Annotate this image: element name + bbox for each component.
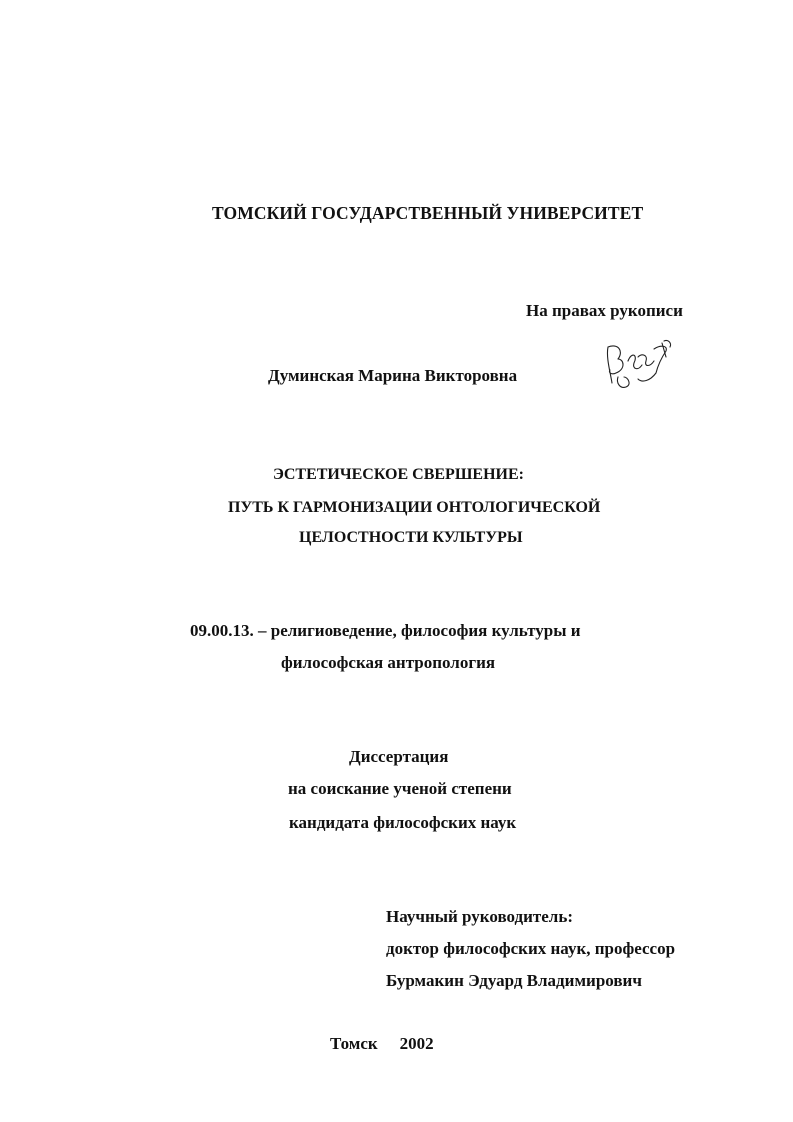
signature-icon — [598, 337, 676, 393]
dissertation-degree-line-2: кандидата философских наук — [289, 813, 517, 832]
supervisor-name: Бурмакин Эдуард Владимирович — [386, 971, 642, 990]
thesis-title-line-3: ЦЕЛОСТНОСТИ КУЛЬТУРЫ — [299, 529, 523, 546]
thesis-title-line-2: ПУТЬ К ГАРМОНИЗАЦИИ ОНТОЛОГИЧЕСКОЙ — [228, 499, 601, 516]
author-name: Думинская Марина Викторовна — [268, 366, 518, 385]
thesis-title-line-1: ЭСТЕТИЧЕСКОЕ СВЕРШЕНИЕ: — [273, 466, 524, 483]
specialty-line-2: философская антропология — [281, 653, 496, 672]
rights-note: На правах рукописи — [526, 301, 683, 320]
university-name: ТОМСКИЙ ГОСУДАРСТВЕННЫЙ УНИВЕРСИТЕТ — [212, 203, 644, 223]
footer-city: Томск — [330, 1034, 378, 1053]
dissertation-label: Диссертация — [349, 747, 449, 766]
footer — [330, 1035, 434, 1052]
supervisor-label: Научный руководитель: — [386, 907, 573, 926]
footer-year: 2002 — [399, 1034, 434, 1053]
dissertation-degree-line-1: на соискание ученой степени — [288, 779, 512, 798]
supervisor-degree: доктор философских наук, профессор — [386, 939, 676, 958]
specialty-line-1: 09.00.13. – религиоведение, философия культуры и — [190, 621, 581, 640]
